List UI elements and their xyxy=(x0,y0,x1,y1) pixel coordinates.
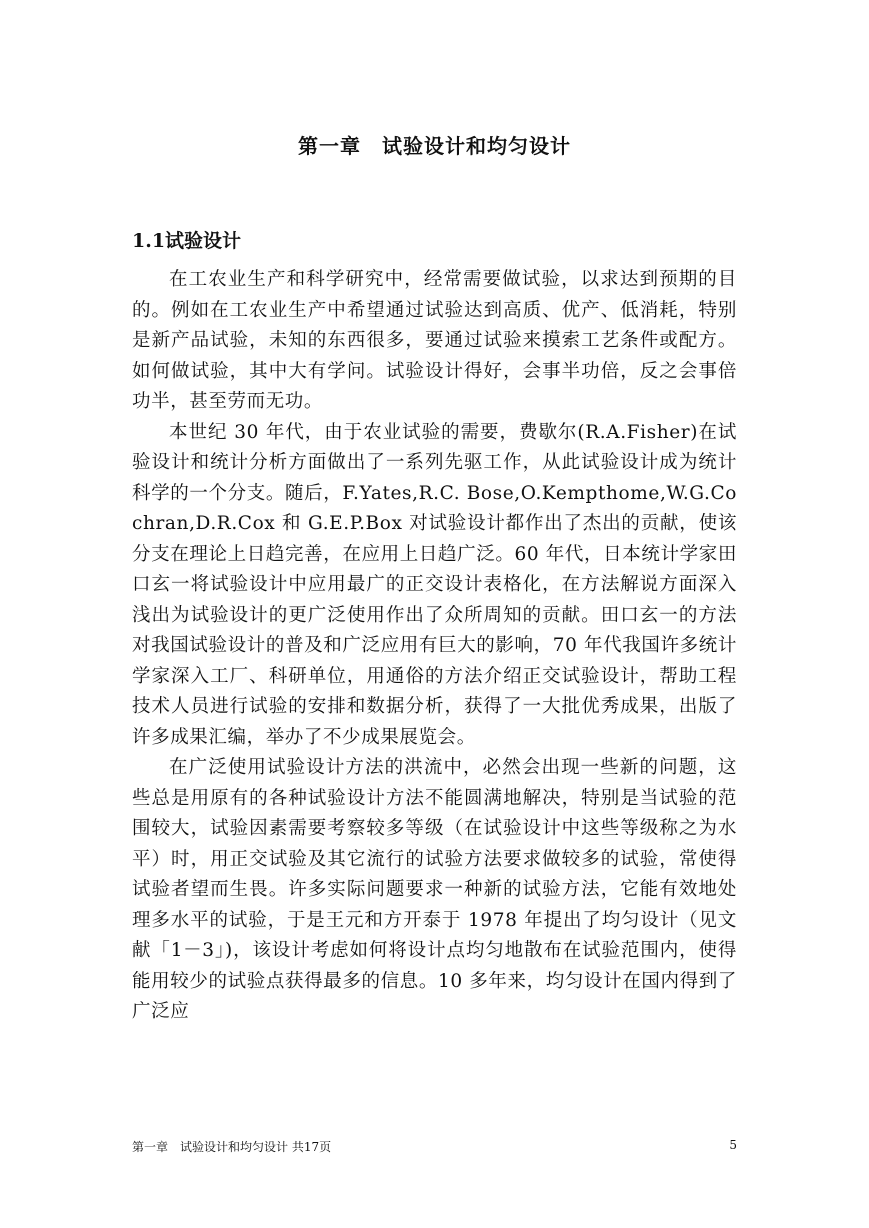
paragraph-3: 在广泛使用试验设计方法的洪流中，必然会出现一些新的问题，这些总是用原有的各种试验设计方法不能圆满地解决，特别是当试验的范围较大，试验因素需要考察较多等级（在试验设计中这些等级称之为水平）时，用正交试验及其它流行的试验方法要求做较多的试验，常使得试验者望而生畏。许多实际问题要求一种新的试验方法，它能有效地处理多水平的试验，于是王元和方开泰于 1978 年提出了均匀设计（见文献「1－3」)，该设计考虑如何将设计点均匀地散布在试验范围内，使得能用较少的试验点获得最多的信息。10 多年来，均匀设计在国内得到了广泛应 xyxy=(132,757,737,1022)
section-heading: 1.1试验设计 xyxy=(132,230,242,252)
paragraph-1: 在工农业生产和科学研究中，经常需要做试验，以求达到预期的目的。例如在工农业生产中希望通过试验达到高质、优产、低消耗，特别是新产品试验，未知的东西很多，要通过试验来摸索工艺条件或配方。如何做试验，其中大有学问。试验设计得好，会事半功倍，反之会事倍功半，甚至劳而无功。 xyxy=(132,269,737,412)
page-number: 5 xyxy=(729,1138,737,1152)
page-footer xyxy=(132,1138,737,1158)
chapter-title: 第一章 试验设计和均匀设计 xyxy=(298,134,571,158)
paragraph-2: 本世纪 30 年代，由于农业试验的需要，费歇尔(R.A.Fisher)在试验设计和统计分析方面做出了一系列先驱工作，从此试验设计成为统计科学的一个分支。随后，F.Yates,R.C. Bose,O.Kempthome,W.G.Cochran,D.R.Cox 和 G.E.P.Box 对试验设计都作出了杰出的贡献，使该分支在理论上日趋完善，在应用上日趋广泛。60 年代，日本统计学家田口玄一将试验设计中应用最广的正交设计表格化，在方法解说方面深入浅出为试验设计的更广泛使用作出了众所周知的贡献。田口玄一的方法对我国试验设计的普及和广泛应用有巨大的影响，70 年代我国许多统计学家深入工厂、科研单位，用通俗的方法介绍正交试验设计，帮助工程技术人员进行试验的安排和数据分析，获得了一大批优秀成果，出版了许多成果汇编，举办了不少成果展览会。 xyxy=(132,421,737,748)
body-text xyxy=(132,265,737,1028)
footer-running-title: 第一章 试验设计和均匀设计 共17页 xyxy=(132,1140,332,1154)
